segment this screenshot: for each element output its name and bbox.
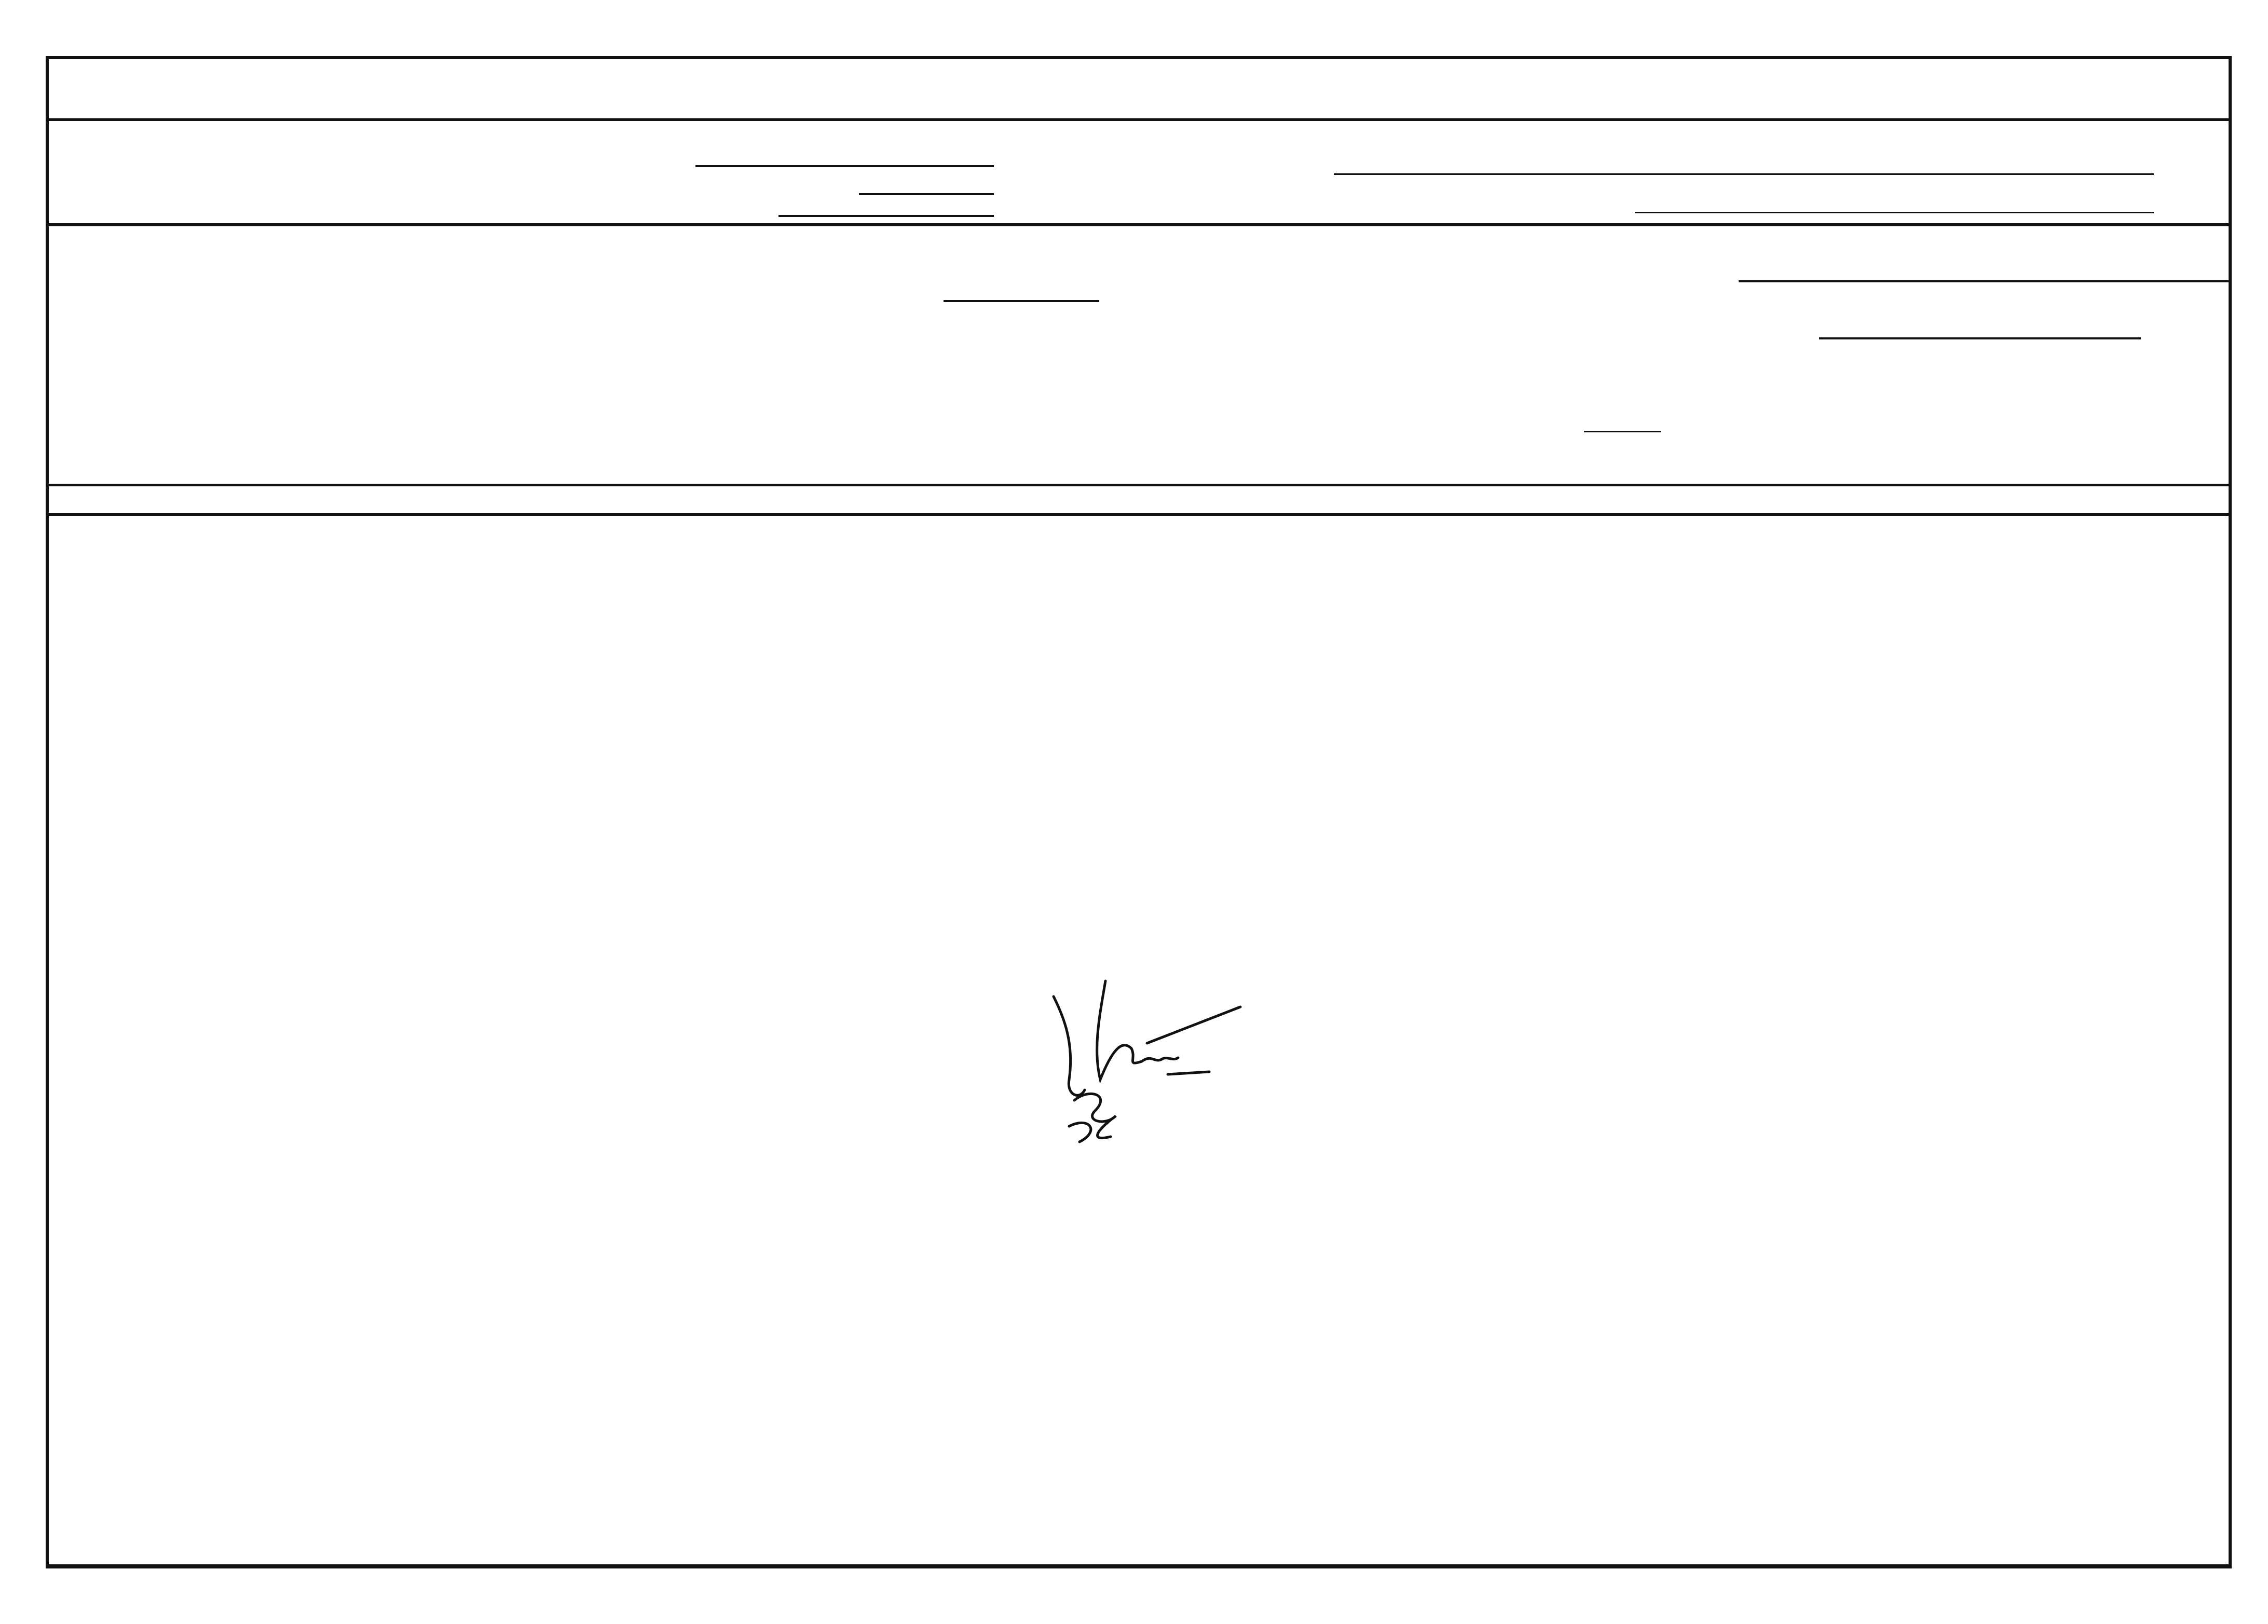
spec-frame	[46, 56, 2232, 1568]
handwritten-signature	[1043, 976, 1251, 1152]
